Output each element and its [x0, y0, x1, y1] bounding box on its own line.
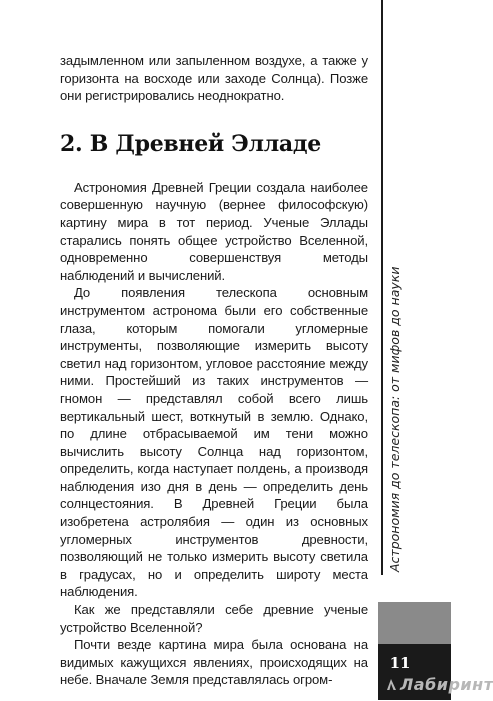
- watermark-text: Лабиринт: [400, 675, 493, 694]
- paragraph-4: Почти везде картина мира была основана на видимых кажущихся явлениях, происходящих на небе. Вначале Земля представлялась огром-: [60, 637, 368, 688]
- gray-tab: [378, 602, 451, 644]
- paragraph-intro: задымленном или запыленном воздухе, а также у горизонта на восходе или заходе Солнца). Позже они регистрировались неоднократно.: [60, 53, 368, 104]
- section-heading: 2. В Древней Элладе: [60, 130, 321, 157]
- page-number: 11: [389, 654, 411, 672]
- paragraph-2: До появления телескопа основным инструментом астронома были его собственные глаза, которым помогали угломерные инструменты, позволяющие измерить высоту светил над горизонтом, угловое расстояние между ними. Простейший из таких инструментов — гномон — представлял собой всего лишь вертикальный шест, воткнутый в землю. Однако, по длине отбрасываемой им тени можно вычислить высоту Солнца над горизонтом, определить, когда наступает полдень, а производя наблюдения изо дня в день — определить день солнцестояния. В Древней Греции была изобретена астролябия — один из основных угломерных инструментов древности, позволяющий не только измерить высоту светила в градусах, но и определить широту места наблюдения.: [60, 285, 368, 600]
- watermark-logo: [386, 670, 493, 700]
- main-text-column: [60, 52, 368, 689]
- paragraph-1: Астрономия Древней Греции создала наиболее совершенную научную (вернее философскую) картину мира в тот период. Ученые Эллады старались понять общее устройство Вселенной, одновременно совершенствуя методы наблюдений и вычислений.: [60, 179, 368, 283]
- labyrinth-logo-icon: [386, 671, 397, 684]
- sidebar-divider: [381, 0, 383, 575]
- running-title: Астрономия до телескопа: от мифов до науки: [387, 266, 402, 572]
- paragraph-3: Как же представляли себе древние ученые устройство Вселенной?: [60, 602, 368, 635]
